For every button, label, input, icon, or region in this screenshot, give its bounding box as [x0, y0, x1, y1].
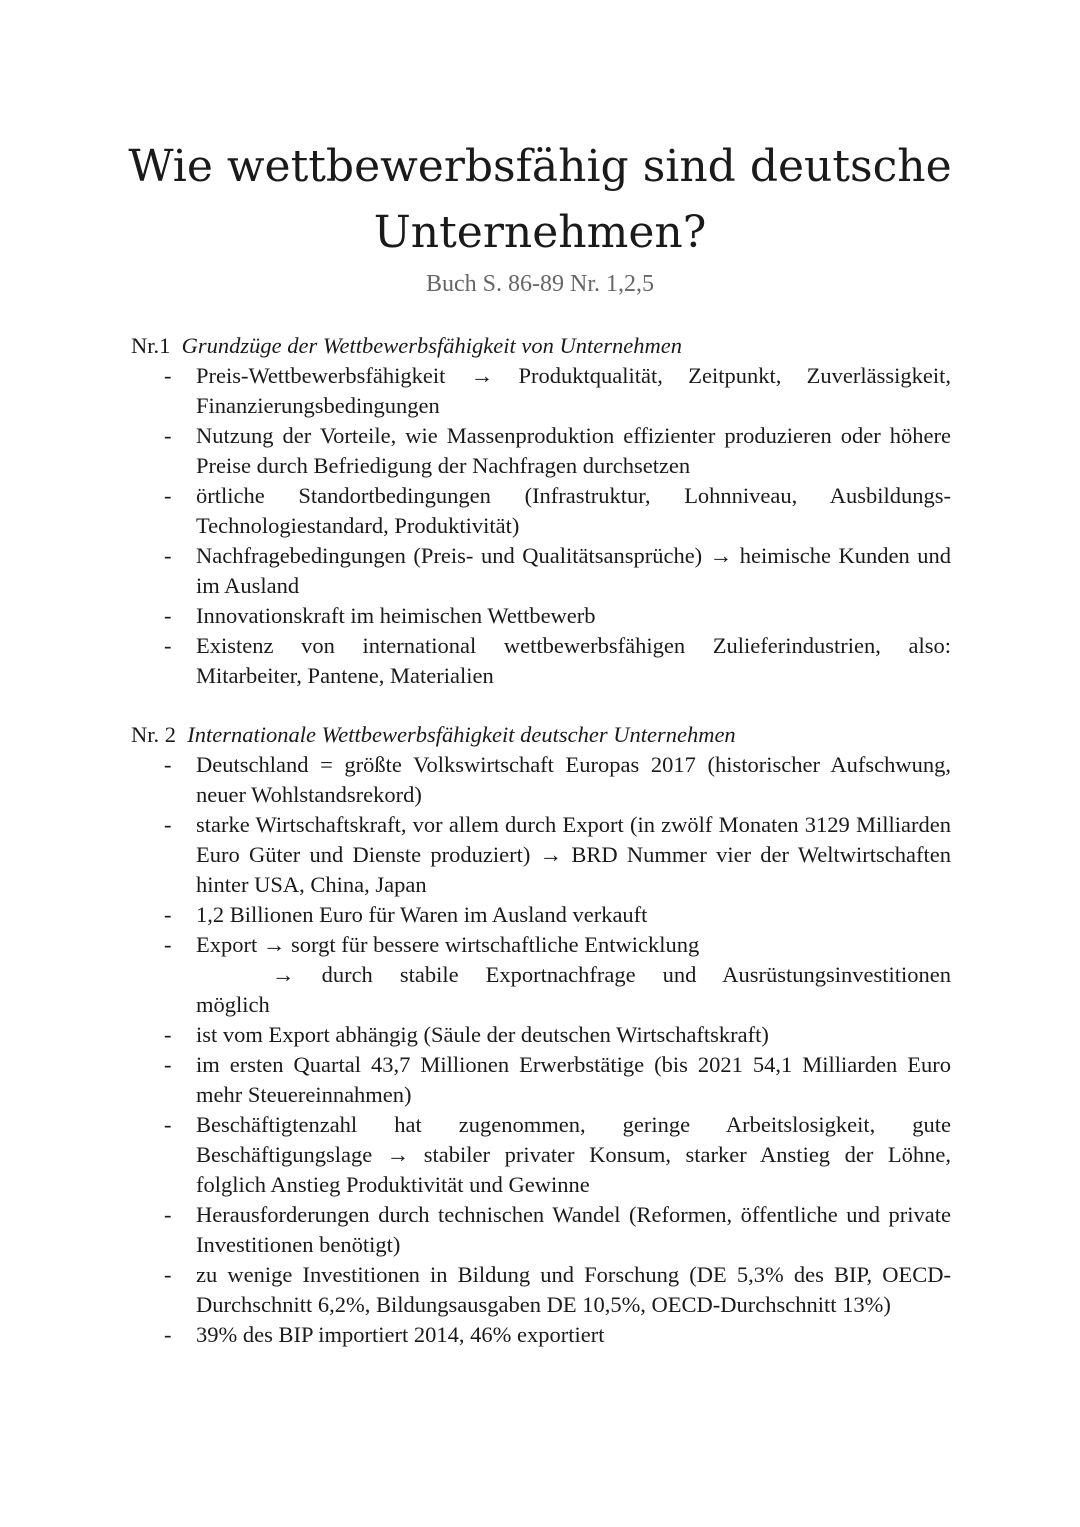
list-item: - Innovationskraft im heimischen Wettbewerb [164, 603, 596, 628]
document-subtitle: Buch S. 86-89 Nr. 1,2,5 [426, 271, 654, 297]
section-2-number: Nr. 2 [131, 722, 176, 747]
list-item-text: Innovationskraft im heimischen Wettbewerb [196, 603, 596, 628]
section-2-title: Internationale Wettbewerbsfähigkeit deutscher Unternehmen [187, 722, 736, 747]
list-item: - 39% des BIP importiert 2014, 46% exportiert [164, 1322, 605, 1347]
section-2 [131, 720, 951, 1350]
list-item-text: 1,2 Billionen Euro für Waren im Ausland verkauft [196, 902, 648, 927]
list-item: - Export → sorgt für bessere wirtschaftliche Entwicklung → durch stabile Exportnachfrage und Ausrüstungsinvestitionen möglich [131, 930, 951, 1020]
list-item-text: Nachfragebedingungen (Preis- und Qualitätsansprüche) → heimische Kunden und im Ausland [196, 543, 951, 598]
list-item-text: Export → sorgt für bessere wirtschaftliche Entwicklung [196, 932, 700, 957]
list-item-text: Existenz von international wettbewerbsfähigen Zulieferindustrien, also: Mitarbeiter, Pantene, Materialien [196, 633, 951, 688]
list-item: - ist vom Export abhängig (Säule der deutschen Wirtschaftskraft) [164, 1022, 769, 1047]
list-item-text: zu wenige Investitionen in Bildung und Forschung (DE 5,3% des BIP, OECD-Durchschnitt 6,2%, Bildungsausgaben DE 10,5%, OECD-Durchschnitt 13%) [196, 1262, 951, 1317]
section-1-list [131, 361, 951, 691]
list-item-text: ist vom Export abhängig (Säule der deutschen Wirtschaftskraft) [196, 1022, 769, 1047]
list-item-text: Beschäftigtenzahl hat zugenommen, geringe Arbeitslosigkeit, gute Beschäftigungslage → stabiler privater Konsum, starker Anstieg der Löhne, folglich Anstieg Produktivität und Gewinne [196, 1112, 951, 1197]
list-item-text: im ersten Quartal 43,7 Millionen Erwerbstätige (bis 2021 54,1 Milliarden Euro mehr Steuereinnahmen) [196, 1052, 951, 1107]
list-item: - 1,2 Billionen Euro für Waren im Ausland verkauft [164, 902, 648, 927]
section-1-number: Nr.1 [131, 333, 171, 358]
section-2-heading [131, 720, 951, 750]
export-continuation: → durch stabile Exportnachfrage und Ausrüstungsinvestitionen [272, 962, 951, 987]
list-item-text: Nutzung der Vorteile, wie Massenproduktion effizienter produzieren oder höhere Preise durch Befriedigung der Nachfragen durchsetzen [196, 423, 951, 478]
list-item-text: 39% des BIP importiert 2014, 46% exportiert [196, 1322, 605, 1347]
list-item: - starke Wirtschaftskraft, vor allem durch Export (in zwölf Monaten 3129 Milliarden Euro Güter und Dienste produziert) → BRD Nummer vier der Weltwirtschaften hinter USA, China, Japan [164, 812, 951, 897]
section-1-heading [131, 331, 951, 361]
export-continuation-tail: möglich [196, 992, 270, 1017]
list-item: - im ersten Quartal 43,7 Millionen Erwerbstätige (bis 2021 54,1 Milliarden Euro mehr Steuereinnahmen) [164, 1052, 951, 1107]
list-item: - Preis-Wettbewerbsfähigkeit → Produktqualität, Zeitpunkt, Zuverlässigkeit, Finanzierungsbedingungen [164, 363, 951, 418]
list-item: - Nutzung der Vorteile, wie Massenproduktion effizienter produzieren oder höhere Preise durch Befriedigung der Nachfragen durchsetzen [164, 423, 951, 478]
list-item: - zu wenige Investitionen in Bildung und Forschung (DE 5,3% des BIP, OECD-Durchschnitt 6,2%, Bildungsausgaben DE 10,5%, OECD-Durchschnitt 13%) [164, 1262, 951, 1317]
list-item-text: örtliche Standortbedingungen (Infrastruktur, Lohnniveau, Ausbildungs-Technologiestandard, Produktivität) [196, 483, 951, 538]
list-item: - Beschäftigtenzahl hat zugenommen, geringe Arbeitslosigkeit, gute Beschäftigungslage → stabiler privater Konsum, starker Anstieg der Löhne, folglich Anstieg Produktivität und Gewinne [164, 1112, 951, 1197]
list-item: - örtliche Standortbedingungen (Infrastruktur, Lohnniveau, Ausbildungs-Technologiestandard, Produktivität) [164, 483, 951, 538]
section-2-list [131, 750, 951, 1350]
list-item: - Existenz von international wettbewerbsfähigen Zulieferindustrien, also: Mitarbeiter, Pantene, Materialien [164, 633, 951, 688]
list-item-text: Herausforderungen durch technischen Wandel (Reformen, öffentliche und private Investitionen benötigt) [196, 1202, 951, 1257]
list-item: - Deutschland = größte Volkswirtschaft Europas 2017 (historischer Aufschwung, neuer Wohlstandsrekord) [164, 752, 951, 807]
section-1-title: Grundzüge der Wettbewerbsfähigkeit von Unternehmen [181, 333, 682, 358]
document-title: Wie wettbewerbsfähig sind deutsche Unternehmen? [128, 141, 952, 258]
section-1 [131, 331, 951, 691]
list-item-text: Preis-Wettbewerbsfähigkeit → Produktqualität, Zeitpunkt, Zuverlässigkeit, Finanzierungsbedingungen [196, 363, 951, 418]
list-item: - Herausforderungen durch technischen Wandel (Reformen, öffentliche und private Investitionen benötigt) [164, 1202, 951, 1257]
list-item-text: starke Wirtschaftskraft, vor allem durch Export (in zwölf Monaten 3129 Milliarden Euro Güter und Dienste produziert) → BRD Nummer vier der Weltwirtschaften hinter USA, China, Japan [196, 812, 951, 897]
list-item: - Nachfragebedingungen (Preis- und Qualitätsansprüche) → heimische Kunden und im Ausland [164, 543, 951, 598]
list-item-text: Deutschland = größte Volkswirtschaft Europas 2017 (historischer Aufschwung, neuer Wohlstandsrekord) [196, 752, 951, 807]
